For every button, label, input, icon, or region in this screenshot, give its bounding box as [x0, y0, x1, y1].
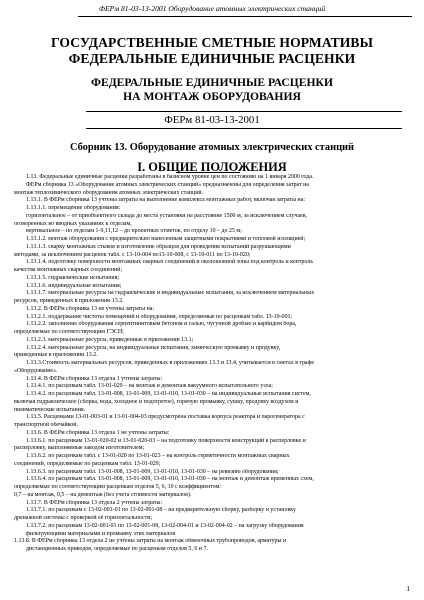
body-paragraph: ресурсов, приведенных в приложении 13.2.: [14, 298, 124, 304]
body-paragraph: 1.13.1.1. перемещение оборудования:: [26, 205, 121, 211]
document-code: ФЕРм 81-03-13-2001: [164, 114, 260, 126]
body-paragraph: 1.13.7.2. по расценкам 13-02-001-01 по 13-02-001-08, 13-02-004-01 и 13-02-004-02 – на загрузку оборудования: [26, 522, 304, 529]
body-paragraph: включая гидравлическое (сборка, вода, холодное и подогретое), горячую промывку, сушку, продувку воздухом и: [14, 398, 299, 405]
code-bottom-rule: [86, 128, 402, 129]
body-paragraph: 1.13.7.1. по расценкам с 13-02-001-01 по 13-02-001-08 – на предварительную сборку, разборку и установку: [26, 507, 297, 514]
document-subtitle-line-2: НА МОНТАЖ ОБОРУДОВАНИЯ: [123, 90, 301, 103]
body-paragraph: монтаж теплохимического оборудования атомных электрических станций.: [14, 189, 204, 196]
body-paragraph: приведенные в приложении 13.2.: [14, 352, 98, 359]
running-header: ФЕРм 81-03-13-2001 Оборудование атомных электрических станций: [98, 4, 326, 13]
body-paragraph: 1.13.1.7. материальные ресурсы на гидравлические и индивидуальные испытания, за исключением материальных: [26, 290, 315, 297]
body-paragraph: дистанционных приводов, определяемые по расценкам отделов 5, 6 и 7.: [26, 546, 208, 552]
section-rule: [176, 172, 240, 173]
body-paragraph: 1.13.1. В ФЕРм сборника 13 учтены затраты на выполнение комплекса монтажных работ, включая затраты на:: [26, 197, 306, 204]
header-rule: [78, 16, 412, 17]
body-paragraph: 1.13.7. В ФЕРм сборника 13 отдела 2 учтены затраты:: [26, 499, 163, 506]
document-subtitle-line-1: ФЕДЕРАЛЬНЫЕ ЕДИНИЧНЫЕ РАСЦЕНКИ: [91, 76, 333, 89]
body-paragraph: горизонтальное – от приобъектного склада до места установки на расстояние 1500 м, за исключением случаев,: [26, 212, 308, 219]
body-paragraph: 1.13.3.Стоимость материальных ресурсов, приведенных в приложениях 13.3 и 13.4, учитывается в сметах в графе: [26, 360, 315, 366]
body-paragraph: 1.13.5. Расценками 13-01-003-01 и 13-01-004-03 предусмотрена поставка корпуса реактора и парогенератора с: [26, 414, 305, 421]
body-paragraph: 1.13.4.1. по расценкам табл. 13-01-029 – на монтаж и демонтаж вакуумного испытательного узла;: [26, 383, 273, 390]
body-paragraph: 1.13.2.3. материальные ресурсы, приведенные в приложении 13.1;: [26, 336, 194, 343]
body-paragraph: дренажной системы с проверкой её горизонтальности;: [14, 515, 153, 521]
body-paragraph: 1.13.1.4. подготовку поверхности монтажных сварных соединений и околошовной зоны под контроль и контроль: [26, 259, 314, 266]
body-paragraph: 1.13.6. В ФЕРм сборника 13 отдела 1 не учтены затраты:: [26, 429, 170, 436]
body-paragraph: 1.13.2.2. заполнение оборудования серпентинитовым бетоном и галью, чугунной дробью и карбидом бора,: [26, 321, 297, 328]
body-paragraph: 0,7 – на монтаж, 0,5 – на демонтаж (без учета стоимости материалов).: [14, 491, 192, 498]
body-paragraph: качества монтажных сварных соединений;: [14, 267, 122, 273]
body-paragraph: 1.13.1.2. монтаж оборудования с предварительно нанесенным защитными покрытиями и тепловой изоляцией;: [26, 236, 306, 242]
body-paragraph: 1.13.6.4. по расценкам табл. 13-01-008, 13-01-009, 13-01-010, 13-01-030 – на монтаж и демонтаж временных схем,: [26, 476, 314, 483]
collection-title: Сборник 13. Оборудование атомных электрических станций: [69, 142, 355, 153]
body-paragraph: 1.13.1.6. индивидуальные испытания;: [26, 282, 122, 289]
body-paragraph: вертикальное – по отделам 1-9,11,12 – до проектных отметок, по отделу 10 – до 25 м;: [26, 228, 242, 235]
body-paragraph: 1.13.2.1. поддержание чистоты помещений и оборудования, определяемые по расценкам табл. 13-10-001;: [26, 313, 293, 320]
body-paragraph: определяемые по соответствующим ГЭСН;: [14, 329, 124, 335]
body-paragraph: ФЕРм сборника 13 «Оборудование атомных электрических станций» предназначены для определения затрат на: [26, 181, 309, 188]
body-paragraph: фильтрующими материалами и промывку этих материалов.: [26, 530, 177, 537]
body-paragraph: «Оборудование».: [14, 367, 58, 374]
body-paragraph: 1.13.1.5. гидравлические испытания;: [26, 274, 119, 281]
body-paragraph: расперловку, выполняемые заводом изготовителем;: [14, 445, 145, 452]
body-paragraph: соединений, определяемые по расценкам табл. 13-01-029;: [14, 460, 161, 467]
body-paragraph: 1.13.6.3. по расценкам табл. 13-01-008, 13-01-009, 13-01-010, 13-01-030 – на ревизию оборудования;: [26, 468, 279, 475]
body-paragraph: 1.13.2.4. материальные ресурсы, на индивидуальные испытания, химическую промывку и продувку,: [26, 344, 281, 351]
document-title-line-2: ФЕДЕРАЛЬНЫЕ ЕДИНИЧНЫЕ РАСЦЕНКИ: [68, 51, 356, 66]
body-paragraph: методами, за исключением расценок табл. с 13-10-004 по13-10-008, с 13-10-011 по 13-10-020;: [14, 251, 251, 258]
body-paragraph: 1.13.6.1. по расценкам 13-01-020-02 и 13-01-020-03 – на подготовку поверхности конструкций к расперловке и: [26, 437, 306, 444]
body-paragraph: 1.13.4.2. по расценкам табл. 13-01-008, 13-01-009, 13-01-010, 13-01-030 – на индивидуальные испытания систем,: [26, 391, 311, 397]
body-paragraph: 1.13.1.3. сварку монтажных стыков и изготовление образцов для проведения испытаний разрушающими: [26, 243, 291, 250]
body-paragraph: 1.13. Федеральные единичные расценки разработаны в базисном уровне цен по состоянию на 1 января 2000 года.: [26, 174, 314, 180]
document-body: [14, 174, 410, 586]
section-title: I. ОБЩИЕ ПОЛОЖЕНИЯ: [137, 160, 287, 174]
body-paragraph: 1.13.6.2. по расценкам табл. с 13-01-020 по 13-01-023 – на контроль герметичности монтажных сварных: [26, 453, 290, 459]
body-paragraph: 1.13.8. В ФЕРм сборника 13 отдела 2 не учтены затраты на монтаж обвязочных трубопроводов, арматуры и: [14, 538, 287, 545]
body-paragraph: 1.13.2. В ФЕРм сборника 13 не учтены затраты на:: [26, 305, 155, 312]
document-title-line-1: ГОСУДАРСТВЕННЫЕ СМЕТНЫЕ НОРМАТИВЫ: [50, 35, 374, 50]
body-paragraph: транспортной обечайкой.: [14, 422, 78, 428]
body-paragraph: 1.13.4. В ФЕРм сборника 13 отдела 1 учтены затраты:: [26, 375, 163, 382]
body-paragraph: определяемые по соответствующим расценкам отделов 5, 6, 10 с коэффициентом:: [14, 484, 222, 490]
code-top-rule: [86, 111, 402, 112]
page-number: 1: [406, 584, 410, 593]
body-paragraph: оговоренных во вводных указаниях к отделам,: [14, 220, 132, 227]
body-paragraph: пневматические испытания.: [14, 406, 86, 413]
